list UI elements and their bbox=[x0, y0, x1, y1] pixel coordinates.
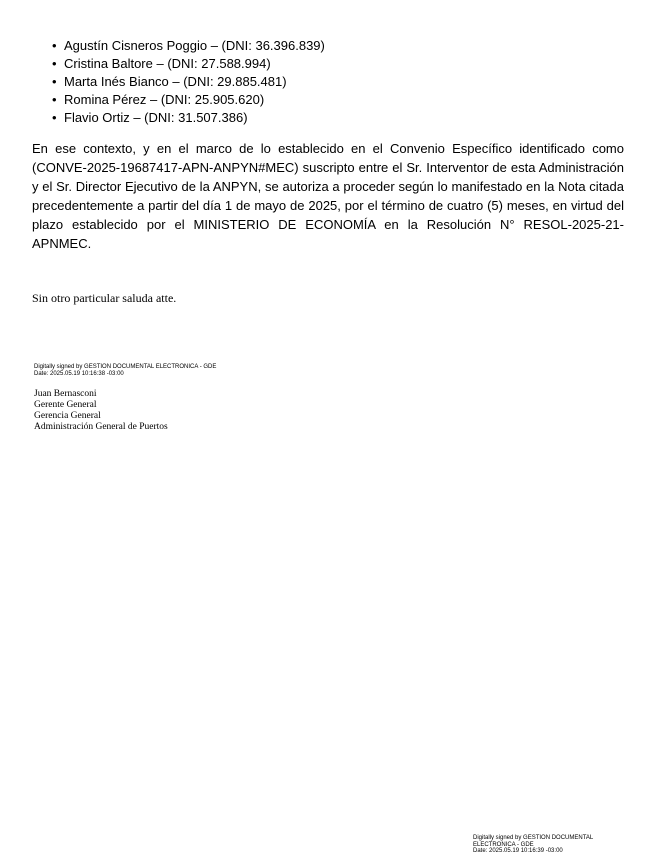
person-entry: Cristina Baltore – (DNI: 27.588.994) bbox=[64, 56, 271, 71]
bullet-icon: • bbox=[52, 74, 57, 89]
signer-department: Gerencia General bbox=[34, 411, 101, 421]
list-item bbox=[50, 109, 325, 127]
list-item bbox=[50, 37, 325, 55]
digital-signature-stamp bbox=[34, 364, 216, 377]
list-item bbox=[50, 55, 325, 73]
signature-stamp-line: Digitally signed by GESTION DOCUMENTAL bbox=[473, 835, 594, 841]
signature-stamp-date: Date: 2025.05.19 10:16:38 -03:00 bbox=[34, 370, 124, 377]
bullet-icon: • bbox=[52, 38, 57, 53]
signature-stamp-line: Digitally signed by GESTION DOCUMENTAL ELECTRONICA - GDE bbox=[34, 364, 217, 370]
footer-signature-stamp bbox=[473, 835, 593, 855]
person-entry: Marta Inés Bianco – (DNI: 29.885.481) bbox=[64, 74, 287, 89]
bullet-icon: • bbox=[52, 92, 57, 107]
body-paragraph: En ese contexto, y en el marco de lo establecido en el Convenio Específico identificado como (CONVE-2025-19687417-APN-ANPYN#MEC) suscripto entre el Sr. Interventor de esta Administración y el Sr. Director Ejecutivo de la ANPYN, se autoriza a proceder según lo manifestado en la Nota citada precedentemente a partir del día 1 de mayo de 2025, por el término de cuatro (5) meses, en virtud del plazo establecido por el MINISTERIO DE ECONOMÍA en la Resolución N° RESOL-2025-21-APNMEC. bbox=[32, 141, 624, 251]
signer-block bbox=[34, 389, 168, 433]
bullet-icon: • bbox=[52, 56, 57, 71]
list-item bbox=[50, 73, 325, 91]
signer-name: Juan Bernasconi bbox=[34, 389, 97, 399]
persons-list bbox=[50, 37, 325, 127]
person-entry: Romina Pérez – (DNI: 25.905.620) bbox=[64, 92, 265, 107]
signature-stamp-date: Date: 2025.05.19 10:16:39 -03:00 bbox=[473, 848, 563, 854]
closing-line: Sin otro particular saluda atte. bbox=[32, 291, 177, 305]
signer-position: Gerente General bbox=[34, 400, 97, 410]
signer-organization: Administración General de Puertos bbox=[34, 422, 168, 432]
person-entry: Flavio Ortiz – (DNI: 31.507.386) bbox=[64, 110, 248, 125]
bullet-icon: • bbox=[52, 110, 57, 125]
list-item bbox=[50, 91, 325, 109]
signature-stamp-line: ELECTRONICA - GDE bbox=[473, 841, 534, 848]
person-entry: Agustín Cisneros Poggio – (DNI: 36.396.839) bbox=[64, 38, 325, 53]
